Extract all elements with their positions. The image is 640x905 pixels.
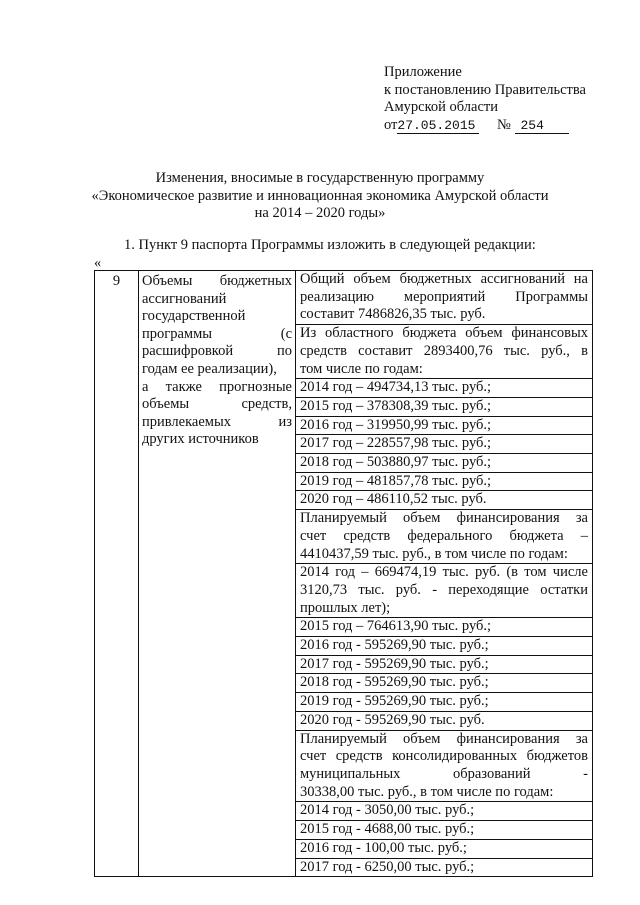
funding-line: прошлых лет); [300,599,391,616]
appendix-region: Амурской области [384,99,498,116]
label-word: средств, [241,396,292,413]
funding-row [296,674,592,693]
label-word: расшифровкой [142,343,234,360]
funding-row [296,859,592,877]
label-word: (с [280,325,292,342]
funding-row [296,656,592,675]
funding-line: муниципальных образований - [300,765,588,782]
funding-line: 2020 год - 595269,90 тыс. руб. [300,711,485,728]
label-line [142,431,292,449]
funding-line: 2014 год – 669474,19 тыс. руб. (в том числе [300,564,588,581]
funding-line: Планируемый объем финансирования за [300,730,588,747]
date-prefix: от [384,116,398,133]
funding-line: составит 7486826,35 тыс. руб. [300,306,486,323]
funding-row [296,271,592,325]
funding-line: 2014 год – 494734,13 тыс. руб.; [300,379,492,396]
funding-line: 2014 год - 3050,00 тыс. руб.; [300,802,475,819]
funding-row [296,454,592,473]
funding-row [296,491,592,510]
label-line [142,361,292,379]
funding-line: Из областного бюджета объем финансовых [300,325,588,342]
label-word: бюджетных [219,273,292,289]
appendix-title: Приложение [384,64,462,80]
funding-line: 2019 год - 595269,90 тыс. руб.; [300,693,489,710]
label-word: государственной [142,308,246,325]
funding-row [296,802,592,821]
point-instruction: 1. Пункт 9 паспорта Программы изложить в следующей редакции: [124,237,536,253]
funding-line: средств составит 2893400,76 тыс. руб., в [300,342,588,359]
label-word: программы [142,325,212,342]
heading-line-3: на 2014 – 2020 годы» [254,205,386,221]
funding-line: 2015 год – 378308,39 тыс. руб.; [300,397,492,414]
row-label-cell [139,271,296,877]
label-line [142,308,292,326]
funding-line: 2015 год – 764613,90 тыс. руб.; [300,618,492,635]
funding-row [296,379,592,398]
funding-line: 2016 год - 595269,90 тыс. руб.; [300,637,489,654]
funding-line: 2017 год - 6250,00 тыс. руб.; [300,858,475,875]
funding-line: 3120,73 тыс. руб. - переходящие остатки [300,581,588,598]
label-word: других источников [142,431,259,448]
funding-line: счет средств федерального бюджета – [300,527,588,544]
funding-line: 4410437,59 тыс. руб., в том числе по годам: [300,545,568,562]
label-word: объемы [142,396,190,413]
opening-quote: « [94,255,102,271]
funding-row [296,731,592,803]
funding-row [296,325,592,379]
funding-row [296,473,592,492]
funding-line: 2017 год – 228557,98 тыс. руб.; [300,435,492,452]
funding-line: счет средств консолидированных бюджетов [300,748,588,765]
funding-line: 2017 год - 595269,90 тыс. руб.; [300,655,489,672]
label-line [142,379,292,397]
label-word: а [142,378,149,395]
funding-row [296,840,592,859]
label-word: также [165,378,202,395]
funding-line: 30338,00 тыс. руб., в том числе по годам: [300,783,554,800]
funding-line: 2018 год - 595269,90 тыс. руб.; [300,674,489,691]
label-word: по [276,343,292,360]
funding-row [296,510,592,564]
funding-line: 2015 год - 4688,00 тыс. руб.; [300,821,475,838]
funding-line: 2018 год – 503880,97 тыс. руб.; [300,454,492,471]
label-line [142,273,292,291]
row-content-cell [296,271,593,877]
appendix-block [384,64,586,134]
funding-row [296,618,592,637]
heading-line-2: «Экономическое развитие и инновационная экономика Амурской области [91,187,549,204]
funding-line: 2016 год - 100,00 тыс. руб.; [300,839,467,856]
number-prefix: № [497,116,511,133]
funding-line: Планируемый объем финансирования за [300,510,588,527]
row-number: 9 [95,271,139,877]
appendix-number: 254 [515,119,569,134]
funding-row [296,712,592,731]
funding-line: 2019 год – 481857,78 тыс. руб.; [300,472,492,489]
label-line [142,326,292,344]
label-word: привлекаемых [142,413,231,430]
funding-line: 2020 год – 486110,52 тыс. руб. [300,491,487,508]
label-word: прогнозные [219,378,292,395]
appendix-decree: к постановлению Правительства [384,81,586,98]
label-word: из [278,413,292,430]
label-line [142,343,292,361]
funding-line: реализацию мероприятий Программы [300,288,588,305]
label-line [142,396,292,414]
passport-table [94,270,593,877]
label-word: Объемы [142,273,193,289]
appendix-date: 27.05.2015 [397,119,479,134]
funding-row [296,637,592,656]
funding-row [296,435,592,454]
funding-row [296,693,592,712]
funding-row [296,821,592,840]
label-line [142,414,292,432]
label-word: годам ее реализации), [142,360,277,377]
table-row [95,271,593,877]
heading-line-1: Изменения, вносимые в государственную программу [155,170,485,186]
funding-row [296,417,592,436]
funding-line: том числе по годам: [300,360,423,377]
funding-line: Общий объем бюджетных ассигнований на [300,271,588,287]
funding-row [296,398,592,417]
funding-row [296,564,592,618]
document-heading [0,170,640,223]
funding-line: 2016 год – 319950,99 тыс. руб.; [300,416,492,433]
label-line [142,291,292,309]
label-word: ассигнований [142,290,227,307]
appendix-date-line [384,117,586,135]
